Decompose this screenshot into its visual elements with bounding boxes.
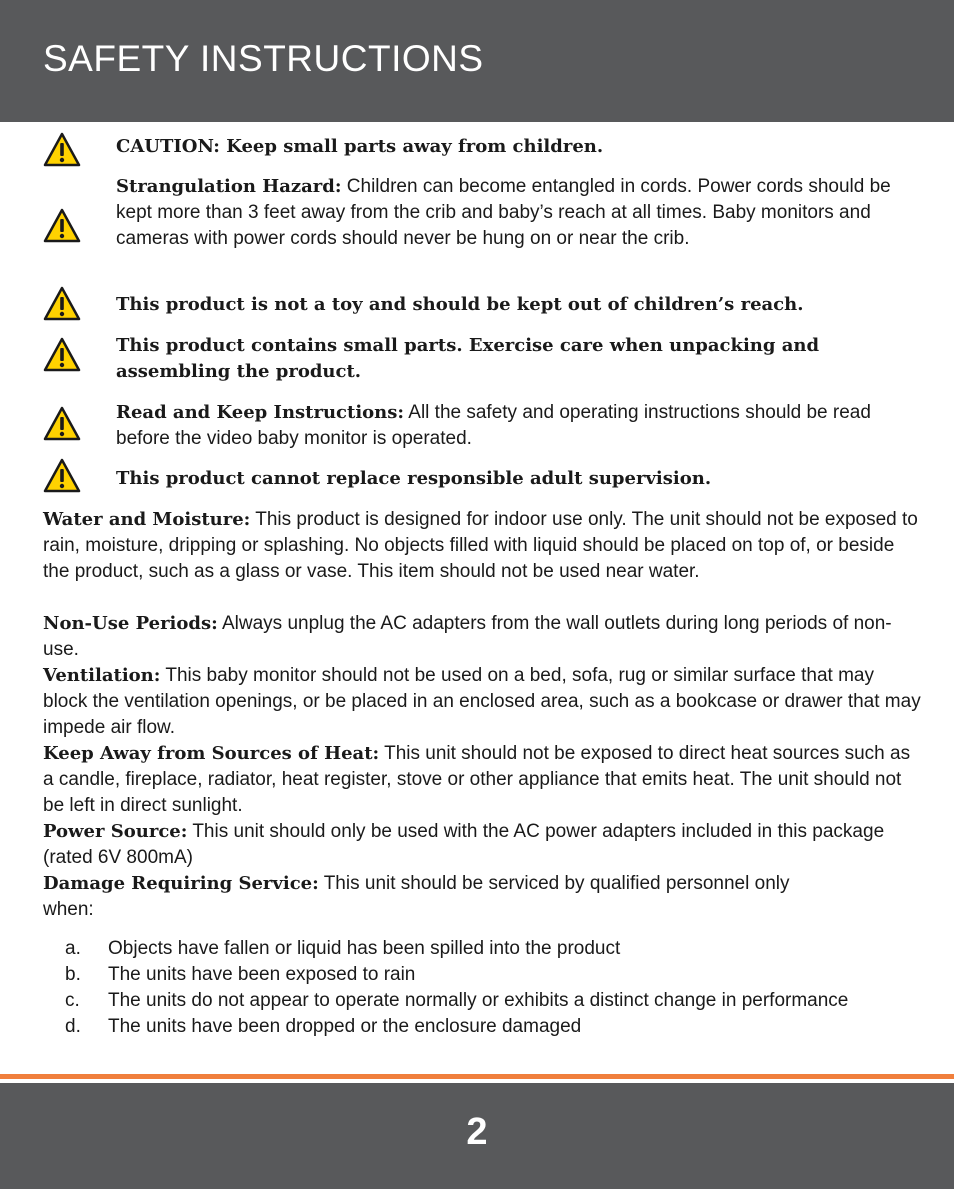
list-letter: c. <box>65 990 80 1011</box>
list-item <box>65 962 925 988</box>
section-heading: Non-Use Periods: <box>43 613 218 634</box>
section-body: This unit should not be exposed to direct heat sources such as a candle, fireplace, radiator, heat register, stove or other appliance that emits heat. The unit should not be left in direct sunlight. <box>43 743 911 816</box>
section-heading: Water and Moisture: <box>43 509 251 530</box>
warning-bold: Strangulation Hazard: <box>116 176 342 197</box>
safety-section <box>43 611 923 663</box>
list-letter: a. <box>65 938 81 959</box>
warning-bold: This product contains small parts. Exercise care when unpacking and assembling the product. <box>116 335 820 382</box>
warning-text <box>116 466 921 492</box>
warning-text <box>116 333 921 385</box>
list-letter: b. <box>65 964 81 985</box>
list-text: The units do not appear to operate normally or exhibits a distinct change in performance <box>108 990 849 1011</box>
warning-bold: This product cannot replace responsible adult supervision. <box>116 468 712 489</box>
warning-text <box>116 174 921 252</box>
page-number: 2 <box>466 1111 488 1153</box>
page-title: SAFETY INSTRUCTIONS <box>43 38 484 79</box>
warning-triangle-icon <box>43 406 81 442</box>
list-text: The units have been exposed to rain <box>108 964 416 985</box>
safety-section <box>43 507 923 585</box>
section-body: Always unplug the AC adapters from the wall outlets during long periods of non-use. <box>43 613 892 660</box>
safety-section <box>43 819 923 871</box>
section-body: This unit should only be used with the AC power adapters included in this package (rated 6V 800mA) <box>43 821 885 868</box>
section-heading: Keep Away from Sources of Heat: <box>43 743 380 764</box>
warning-triangle-icon <box>43 286 81 322</box>
warning-triangle-icon <box>43 208 81 244</box>
list-letter: d. <box>65 1016 81 1037</box>
warning-text <box>116 134 921 160</box>
list-text: Objects have fallen or liquid has been spilled into the product <box>108 938 621 959</box>
section-body: This baby monitor should not be used on a bed, sofa, rug or similar surface that may block the ventilation openings, or be placed in an enclosed area, such as a bookcase or drawer that may impede air flow. <box>43 665 921 738</box>
list-item <box>65 936 925 962</box>
warning-triangle-icon <box>43 458 81 494</box>
warning-text <box>116 400 921 452</box>
safety-section <box>43 663 923 741</box>
warning-bold: CAUTION: Keep small parts away from children. <box>116 136 604 157</box>
warning-text <box>116 292 921 318</box>
section-body: This unit should be serviced by qualified personnel only when: <box>43 873 790 920</box>
section-heading: Damage Requiring Service: <box>43 873 319 894</box>
safety-section <box>43 741 923 819</box>
section-body: This product is designed for indoor use only. The unit should not be exposed to rain, moisture, dripping or splashing. No objects filled with liquid should be placed on top of, or beside the product, such as a glass or vase. This item should not be used near water. <box>43 509 918 582</box>
safety-section <box>43 871 843 923</box>
warning-triangle-icon <box>43 132 81 168</box>
warning-bold: This product is not a toy and should be kept out of children’s reach. <box>116 294 804 315</box>
accent-divider <box>0 1074 954 1079</box>
section-heading: Power Source: <box>43 821 188 842</box>
warning-bold: Read and Keep Instructions: <box>116 402 405 423</box>
page-footer <box>0 1083 954 1189</box>
page-header <box>0 0 954 122</box>
warning-body: All the safety and operating instructions should be read before the video baby monitor is operated. <box>116 402 871 449</box>
damage-conditions-list <box>65 936 925 1040</box>
warning-triangle-icon <box>43 337 81 373</box>
list-text: The units have been dropped or the enclosure damaged <box>108 1016 582 1037</box>
list-item <box>65 1014 925 1040</box>
list-item <box>65 988 925 1014</box>
section-heading: Ventilation: <box>43 665 161 686</box>
warning-body: Children can become entangled in cords. Power cords should be kept more than 3 feet away from the crib and baby’s reach at all times. Baby monitors and cameras with power cords should never be hung on or near the crib. <box>116 176 891 249</box>
